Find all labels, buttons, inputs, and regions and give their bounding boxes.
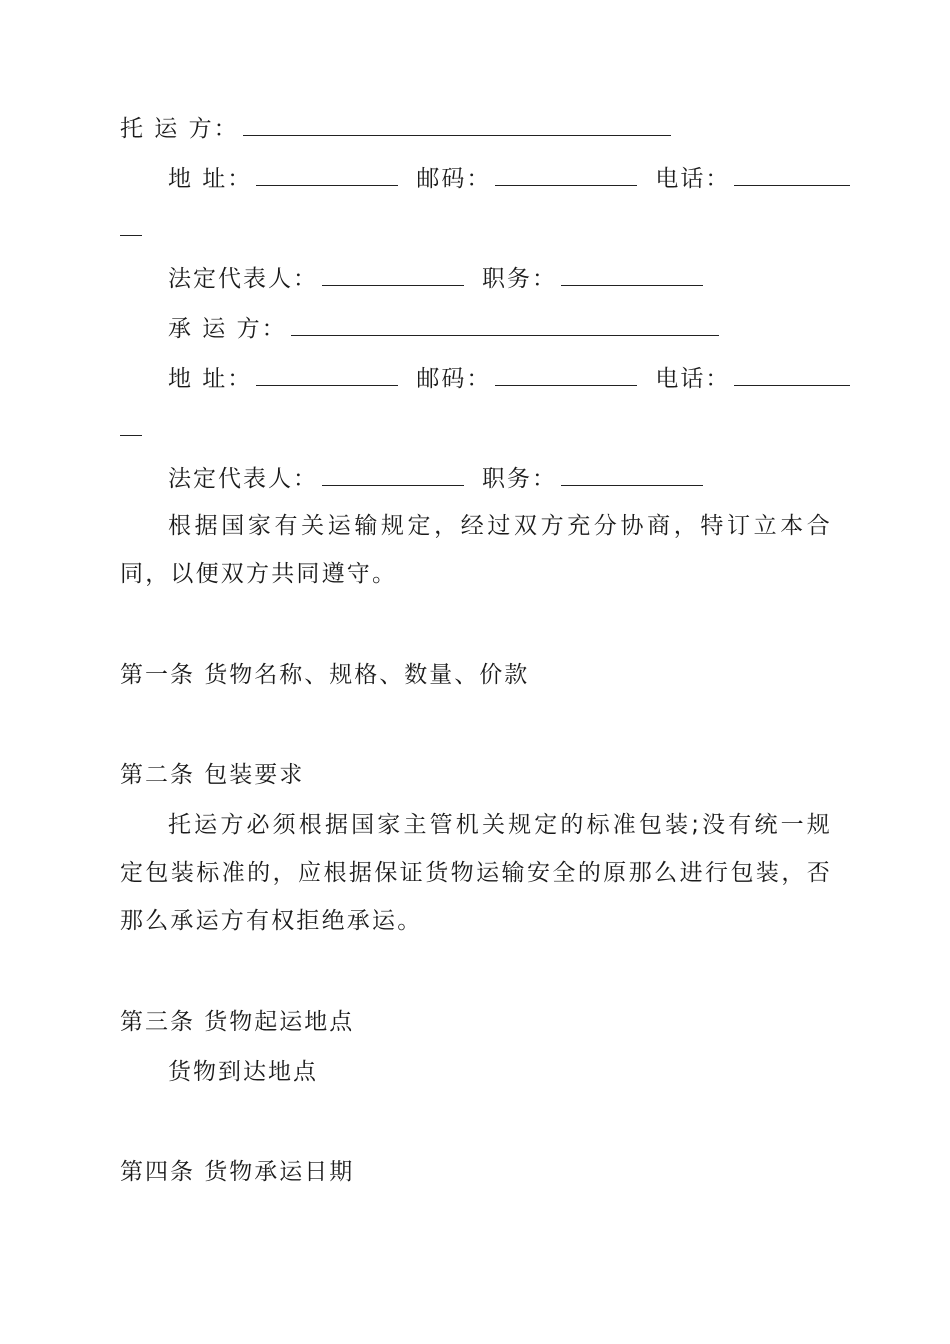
carrier-position-blank[interactable] [561,463,703,486]
shipper-line [120,113,840,144]
carrier-rep-line [168,463,888,494]
carrier-address-label: 地 址： [168,366,253,392]
carrier-position-label: 职务： [482,466,557,492]
carrier-phone-blank[interactable] [734,363,850,386]
carrier-phone-label: 电话： [655,366,731,392]
shipper-phone-blank-wrap[interactable] [120,213,142,236]
shipper-postcode-blank[interactable] [495,163,637,186]
article-2-title: 第二条 包装要求 [120,762,305,788]
shipper-rep-line [168,263,888,294]
article-4-title: 第四条 货物承运日期 [120,1159,355,1185]
carrier-address-blank[interactable] [256,363,398,386]
shipper-rep-blank[interactable] [322,263,464,286]
carrier-name-blank[interactable] [291,313,719,336]
article-3-title: 第三条 货物起运地点 [120,1009,355,1035]
shipper-address-label: 地 址： [168,166,253,192]
carrier-rep-label: 法定代表人： [168,466,318,492]
shipper-phone-blank[interactable] [734,163,850,186]
shipper-phone-label: 电话： [655,166,731,192]
carrier-label: 承 运 方： [168,316,287,342]
article-2-body: 托运方必须根据国家主管机关规定的标准包装;没有统一规定包装标准的，应根据保证货物运输安全的原那么进行包装，否那么承运方有权拒绝承运。 [120,812,832,934]
shipper-postcode-label: 邮码： [416,166,492,192]
article-3-subtitle: 货物到达地点 [168,1059,318,1085]
shipper-address-blank[interactable] [256,163,398,186]
carrier-postcode-blank[interactable] [495,363,637,386]
shipper-position-label: 职务： [482,266,557,292]
article-1-title: 第一条 货物名称、规格、数量、价款 [120,662,530,688]
preamble-paragraph: 根据国家有关运输规定，经过双方充分协商，特订立本合同，以便双方共同遵守。 [120,513,832,587]
carrier-postcode-label: 邮码： [416,366,492,392]
shipper-contact-line [168,163,888,194]
carrier-contact-line [168,363,888,394]
carrier-phone-blank-wrap[interactable] [120,413,142,436]
shipper-name-blank[interactable] [243,113,671,136]
shipper-position-blank[interactable] [561,263,703,286]
carrier-phone-continuation [120,413,840,444]
carrier-line [168,313,888,344]
shipper-phone-continuation [120,213,840,244]
shipper-rep-label: 法定代表人： [168,266,318,292]
shipper-label: 托 运 方： [120,116,239,142]
carrier-rep-blank[interactable] [322,463,464,486]
